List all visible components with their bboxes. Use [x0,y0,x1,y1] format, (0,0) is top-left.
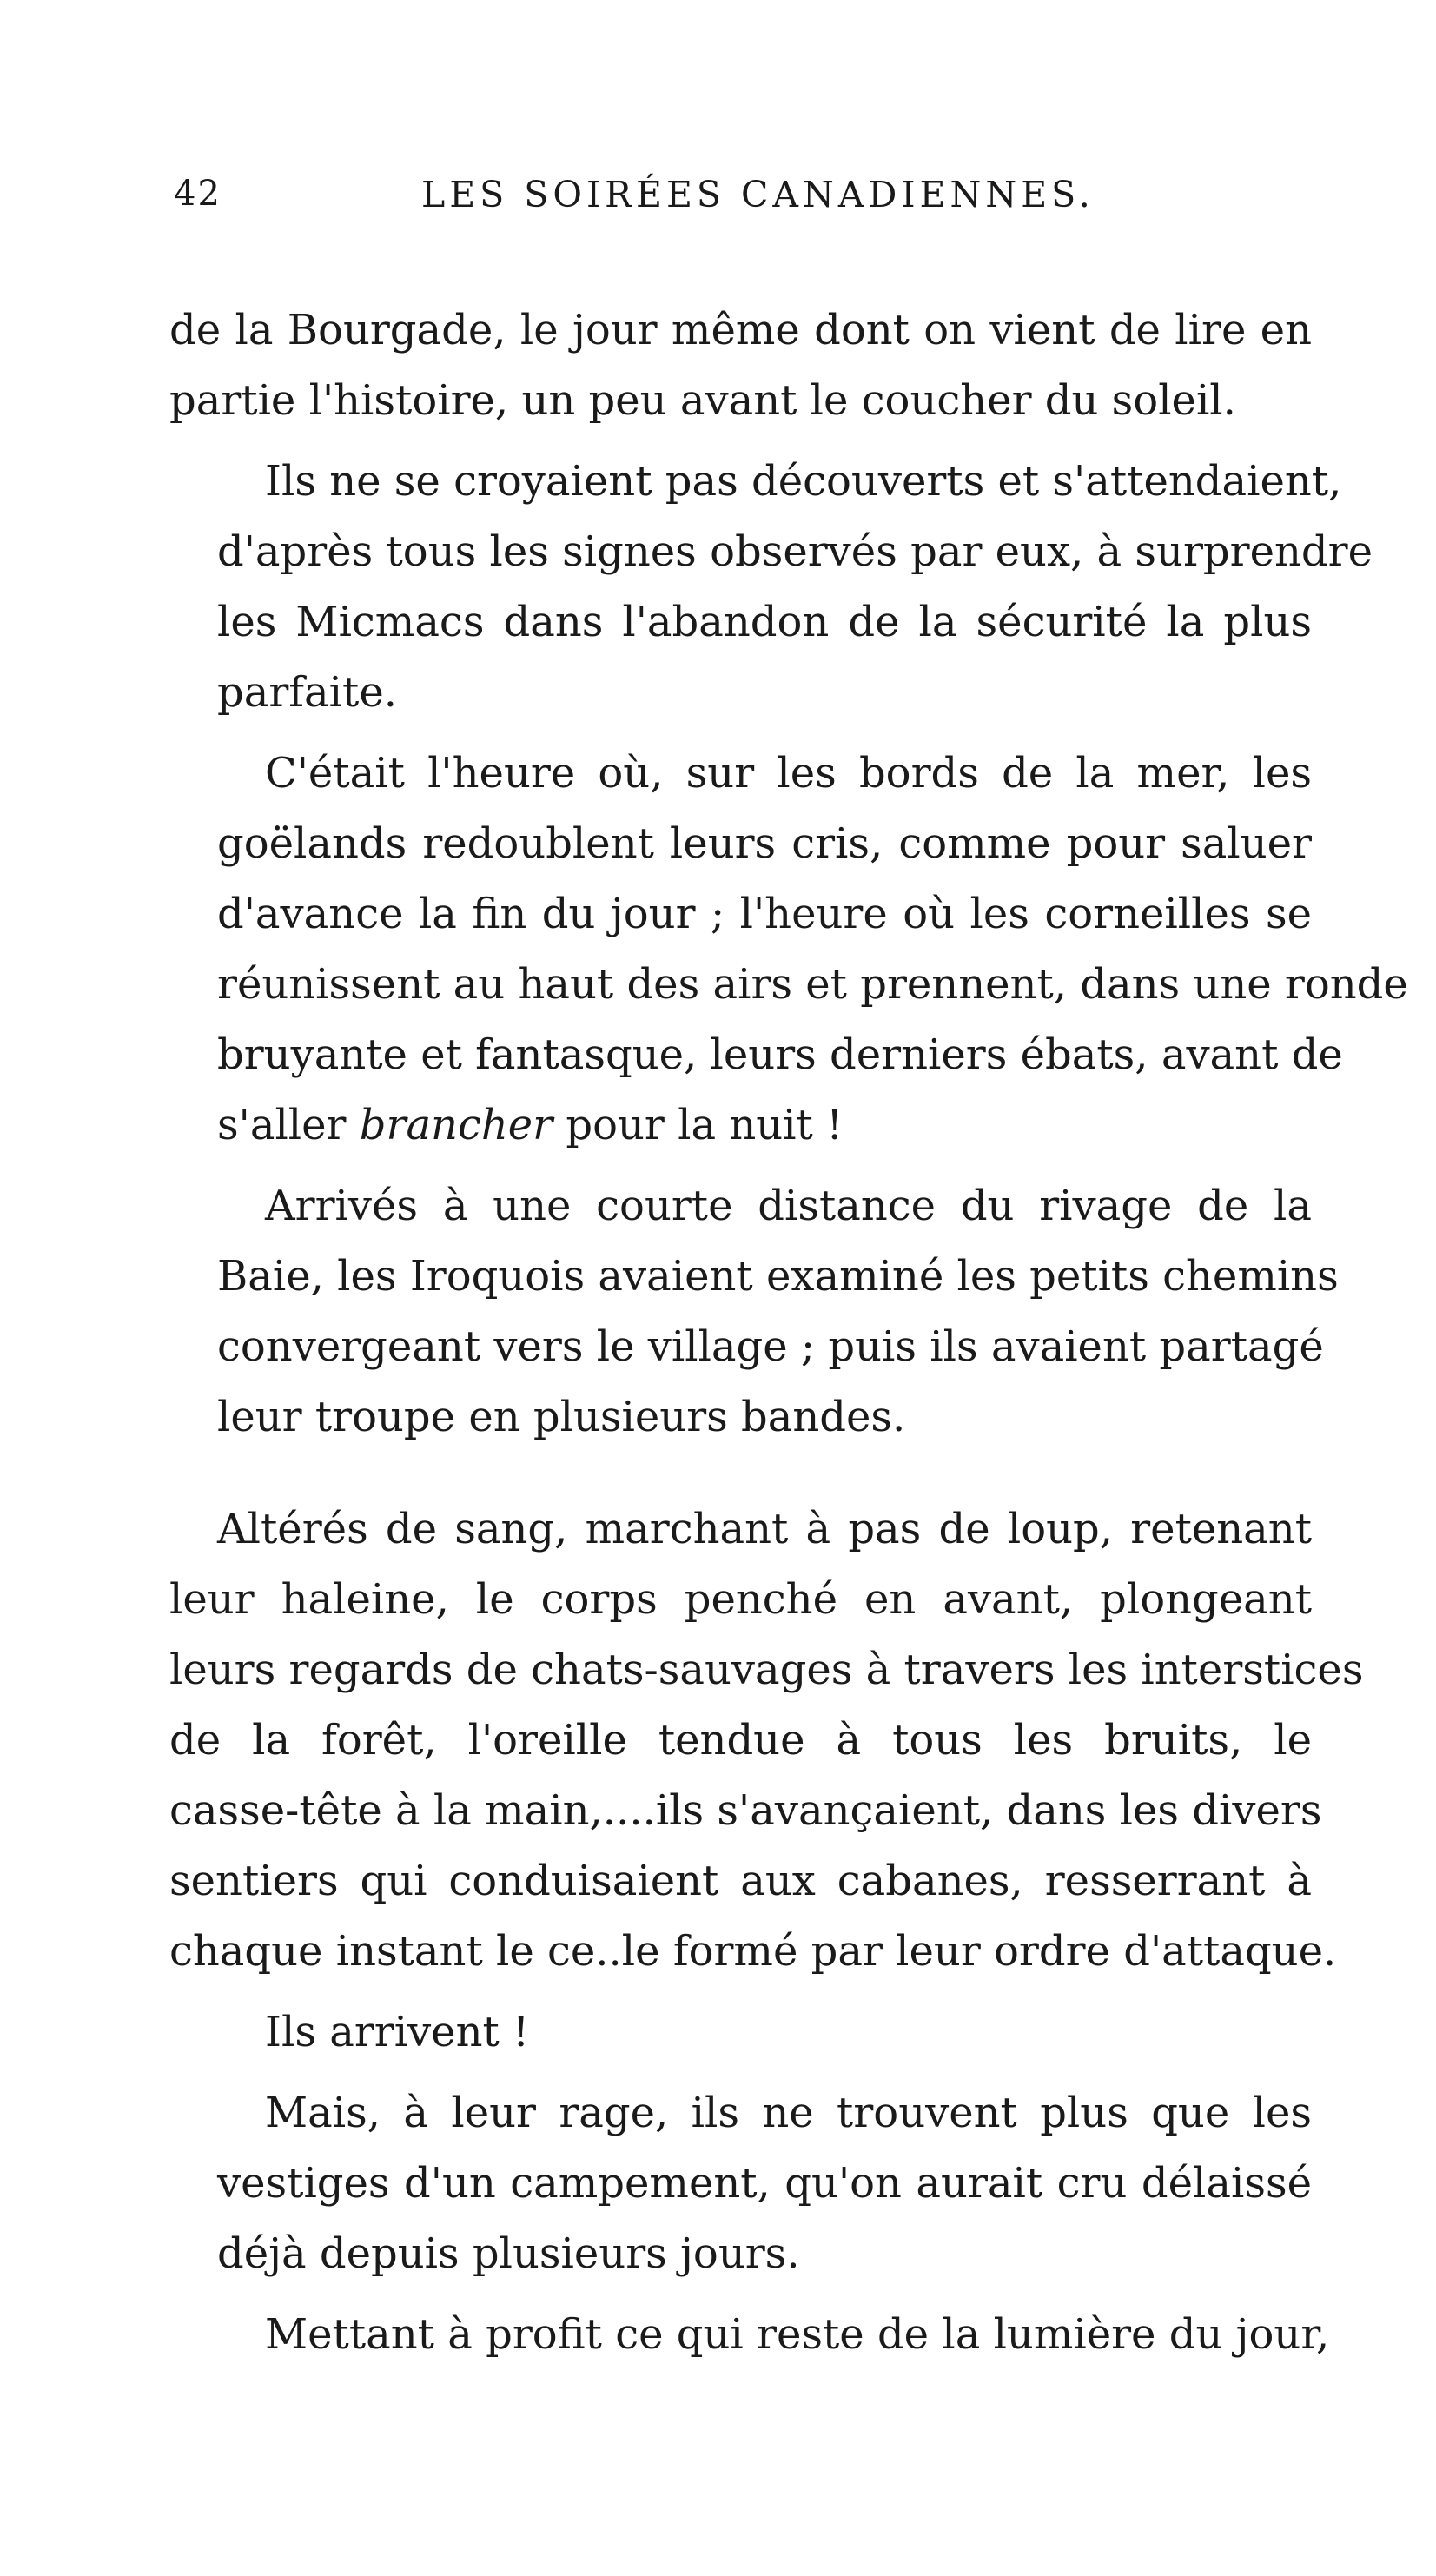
text-line: déjà depuis plusieurs jours. [217,2229,800,2278]
text-fragment: pour la nuit ! [553,1101,844,1149]
text-line: Ils arrivent ! [265,2008,530,2056]
text-section-1 [169,295,1408,1453]
paragraph-8 [169,2300,1330,2370]
text-line: bruyante et fantasque, leurs derniers ébats, avant de [217,1030,1343,1079]
text-line [169,1090,1312,1161]
paragraph-1 [169,295,1312,436]
text-line: goëlands redoublent leurs cris, comme pour saluer [217,819,1312,868]
text-line: sentiers qui conduisaient aux cabanes, resserrant à [169,1857,1312,1905]
text-line: leur troupe en plusieurs bandes. [217,1393,906,1441]
italic-word: brancher [359,1101,553,1149]
paragraph-7 [169,2078,1312,2289]
paragraph-5 [169,1494,1364,1987]
text-line: Mais, à leur rage, ils ne trouvent plus que les [265,2089,1312,2137]
text-line: les Micmacs dans l'abandon de la sécurité la plus [217,598,1312,646]
text-line: Mettant à profit ce qui reste de la lumière du jour, [265,2310,1330,2359]
text-line: parfaite. [217,668,397,717]
text-line: chaque instant le ce..le formé par leur ordre d'attaque. [169,1927,1337,1976]
text-line: d'avance la fin du jour ; l'heure où les corneilles se [217,890,1312,938]
text-line: de la Bourgade, le jour même dont on vient de lire en [169,306,1312,354]
running-title: LES SOIRÉES CANADIENNES. [421,174,1095,215]
paragraph-3 [169,738,1408,1161]
text-line: C'était l'heure où, sur les bords de la mer, les [265,749,1312,798]
text-line: vestiges d'un campement, qu'on aurait cru délaissé [217,2159,1312,2208]
page-number: 42 [174,174,222,214]
text-line: Arrivés à une courte distance du rivage de la [265,1182,1312,1230]
text-fragment: s'aller [217,1101,360,1149]
page-header [174,174,1312,235]
text-line: Ils ne se croyaient pas découverts et s'attendaient, [265,457,1342,506]
paragraph-2 [169,447,1373,728]
paragraph-6 [169,1997,1312,2068]
text-line: partie l'histoire, un peu avant le coucher du soleil. [169,376,1236,425]
text-line: convergeant vers le village ; puis ils avaient partagé [217,1322,1324,1371]
text-line: réunissent au haut des airs et prennent, dans une ronde [217,960,1408,1009]
text-line: Altérés de sang, marchant à pas de loup, retenant [217,1505,1312,1553]
paragraph-4 [169,1171,1339,1453]
text-line: Baie, les Iroquois avaient examiné les petits chemins [217,1252,1339,1301]
text-line: leur haleine, le corps penché en avant, plongeant [169,1575,1312,1624]
text-line: de la forêt, l'oreille tendue à tous les bruits, le [169,1716,1312,1765]
text-line: d'après tous les signes observés par eux, à surprendre [217,527,1373,576]
text-line: leurs regards de chats-sauvages à travers les interstices [169,1646,1364,1694]
text-line: casse-tête à la main,....ils s'avançaient, dans les divers [169,1786,1322,1835]
text-section-2 [169,1494,1364,2370]
